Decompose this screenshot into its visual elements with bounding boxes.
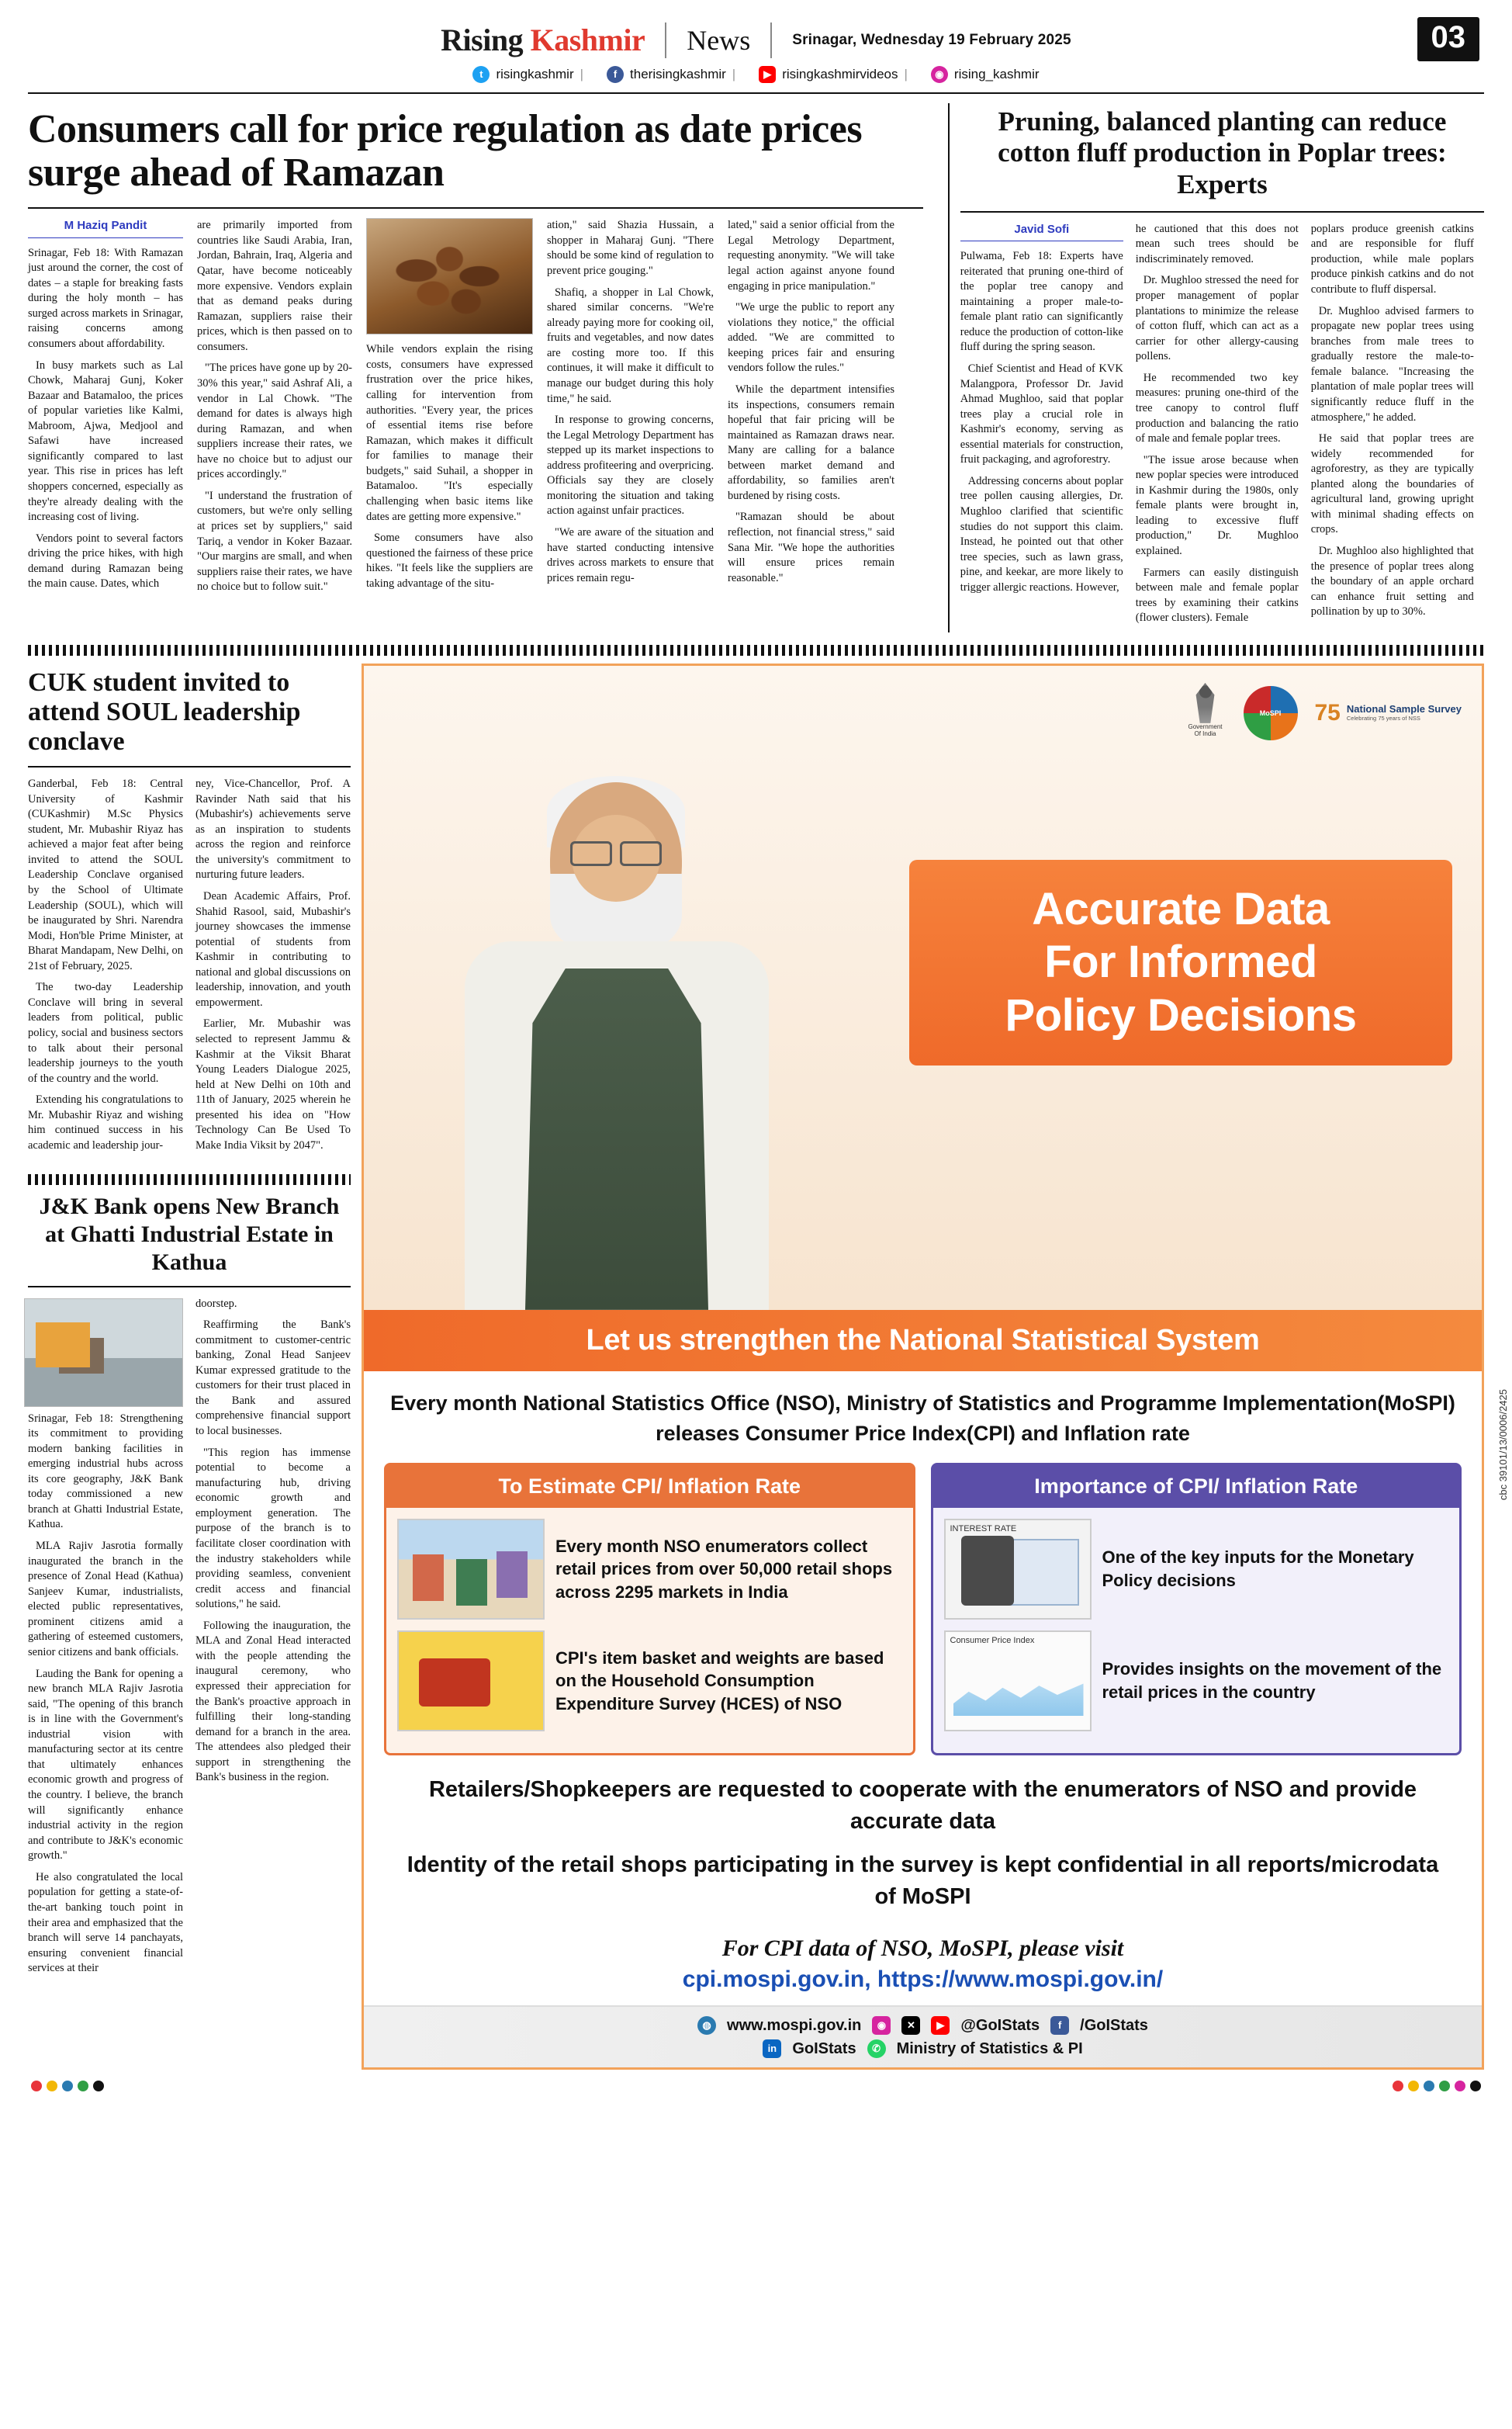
advert-band: Let us strengthen the National Statistical System	[364, 1310, 1482, 1371]
masthead-divider-2	[770, 23, 772, 58]
dot	[78, 2081, 88, 2091]
cuk-headline: CUK student invited to attend SOUL leadership conclave	[28, 667, 301, 756]
mospi-advertisement	[362, 664, 1484, 2070]
twitter-icon: t	[472, 66, 490, 83]
social-separator-2: |	[732, 67, 736, 81]
section-title: News	[687, 24, 751, 56]
main-story	[28, 103, 937, 632]
paragraph: ation," said Shazia Hussain, a shopper in Maharaj Gunj. "There should be some kind of regulation to prevent price gouging."	[547, 219, 714, 277]
facebook-icon-footer: f	[1050, 2016, 1069, 2035]
paragraph: doorstep.	[195, 1297, 237, 1310]
cuk-columns	[28, 777, 351, 1160]
advert-visit-line: For CPI data of NSO, MoSPI, please visit	[721, 1935, 1124, 1962]
social-youtube-handle: risingkashmirvideos	[782, 67, 898, 81]
interest-rate-caption: INTEREST RATE	[950, 1524, 1017, 1534]
whatsapp-icon: ✆	[867, 2039, 886, 2058]
cpi-chart-thumb	[944, 1630, 1092, 1731]
card-right-row-1	[933, 1519, 1460, 1630]
notice-confidential: Identity of the retail shops participating in the survey is kept confidential in all reports/microdata of MoSPI	[407, 1852, 1439, 1909]
advert-cta	[909, 860, 1452, 1066]
instagram-icon-footer: ◉	[872, 2016, 891, 2035]
card-estimate-cpi	[384, 1463, 915, 1755]
card-importance-cpi	[931, 1463, 1462, 1755]
card-right-text-1: One of the key inputs for the Monetary Policy decisions	[1102, 1547, 1414, 1591]
paragraph: The two-day Leadership Conclave will bring in several leaders from political, public policy, social and business sectors to talk about their personal leadership journeys to the youth of the country and the world.	[28, 981, 183, 1085]
paragraph: MLA Rajiv Jasrotia formally inaugurated the branch in the presence of Zonal Head (Kathua) Sanjeev Kumar, industrialists, elected public representatives, prominent citizens amid a gathering of esteemed customers, senior citizens and bank officials.	[28, 1540, 183, 1658]
paragraph: Pulwama, Feb 18: Experts have reiterated that pruning one-third of the poplar tree canopy and maintaining a proper male-to-female plant ratio can significantly reduce the production of cotton-like fluff during the spring season.	[960, 250, 1123, 354]
paragraph: "We urge the public to report any violations they notice," the official added. "We are committed to keeping prices fair and ensuring vendors follow the rules."	[728, 301, 894, 375]
nss-75-logo	[1314, 699, 1462, 726]
social-twitter-handle: risingkashmir	[496, 67, 574, 81]
cpi-chart-caption: Consumer Price Index	[950, 1636, 1035, 1646]
social-facebook[interactable]	[607, 66, 735, 83]
left-dash-rule	[28, 1174, 351, 1185]
advert-linkedin-handle[interactable]: GoIStats	[792, 2039, 856, 2057]
advert-handle-fb[interactable]: /GoIStats	[1080, 2016, 1148, 2034]
main-col-4	[547, 218, 714, 601]
paragraph: Srinagar, Feb 18: With Ramazan just around the corner, the cost of dates – a staple for breaking fasts during the holy month – has surged across markets in Srinagar, raising concerns among consumers about affordability.	[28, 246, 183, 350]
bank-headline: J&K Bank opens New Branch at Ghatti Industrial Estate in Kathua	[39, 1193, 340, 1275]
paragraph: In response to growing concerns, the Legal Metrology Department has stepped up its market inspections to address profiteering and overpricing. Officials say they are closely monitoring the situation and taking action against unfair practices.	[547, 414, 714, 518]
bank-branch-photo	[24, 1298, 183, 1407]
bank-col-2	[195, 1297, 351, 1983]
paragraph: "The prices have gone up by 20-30% this year," said Ashraf Ali, a vendor in Lal Chowk. "The demand for dates is always high during Ramazan, and when suppliers increase their rates, we have no choice but to adjust our prices accordingly."	[197, 362, 352, 481]
dot	[93, 2081, 104, 2091]
paragraph: "We are aware of the situation and have started conducting intensive drives across markets to ensure that prices remain regu-	[547, 526, 714, 584]
pm-vest-shape	[525, 968, 708, 1310]
paragraph: lated," said a senior official from the Legal Metrology Department, requesting anonymity. "We will take legal action against anyone found engaging in price manipulation."	[728, 219, 894, 293]
poplar-columns	[960, 222, 1484, 632]
advert-footer-row-1	[697, 2016, 1148, 2035]
top-section	[0, 94, 1512, 632]
advert-logos	[1185, 683, 1462, 743]
registration-dots	[0, 2070, 1512, 2099]
main-col-1	[28, 218, 183, 601]
paragraph: Dean Academic Affairs, Prof. Shahid Rasool, said, Mubashir's journey showcases the immense potential of students from Kashmir in contributing to national and global discussions on leadership, innovation, and youth empowerment.	[195, 889, 351, 1009]
youtube-icon: ▶	[759, 66, 776, 83]
social-instagram-handle: rising_kashmir	[953, 67, 1040, 81]
notice-retailers: Retailers/Shopkeepers are requested to cooperate with the enumerators of NSO and provide accurate data	[428, 1777, 1417, 1834]
government-label: Government Of India	[1188, 722, 1223, 737]
dateline: Srinagar, Wednesday 19 February 2025	[792, 31, 1071, 48]
poplar-col-3	[1311, 222, 1474, 632]
dates-photo	[366, 218, 533, 334]
prime-minister-photo	[434, 774, 798, 1310]
paragraph: While the department intensifies its inspections, consumers remain hopeful that fair pricing will be maintained as Ramazan draws near. Many are calling for a balance between market demand and affordability, so families aren't burdened by rising costs.	[728, 383, 894, 502]
card-right-text-2: Provides insights on the movement of the retail prices in the country	[1102, 1659, 1442, 1703]
paragraph: Extending his congratulations to Mr. Mubashir Riyaz and wishing him continued success in his academic and leadership jour-	[28, 1093, 183, 1152]
cta-line-2: For Informed	[1044, 937, 1317, 988]
advert-handle-goistats[interactable]: @GoIStats	[960, 2016, 1040, 2034]
paragraph: He recommended two key measures: pruning one-third of the tree canopy to control fluff production and balancing the ratio of male and female poplar trees.	[1135, 371, 1299, 445]
paragraph: Srinagar, Feb 18: Strengthening its commitment to providing modern banking facilities in emerging industrial hubs across its core geography, J&K Bank today commissioned a new branch at Ghatti Industrial Estate, Kathua.	[28, 1412, 183, 1531]
card-left-row-1	[386, 1519, 913, 1630]
social-separator: |	[580, 67, 584, 81]
paragraph: Dr. Mughloo also highlighted that the presence of poplar trees along the boundary of an apple orchard can enhance fruit setting and pollination by up to 30%.	[1310, 545, 1474, 619]
dot	[1424, 2081, 1434, 2091]
paragraph: Following the inauguration, the MLA and Zonal Head interacted with the people attending the inaugural ceremony, who expressed their appreciation for the Bank's proactive approach in fulfilling their long-standing demand for a branch in the area. The attendees also pledged their support in strengthening the Bank's business in the region.	[195, 1619, 351, 1784]
advert-website[interactable]: www.mospi.gov.in	[727, 2016, 862, 2034]
instagram-icon: ◉	[931, 66, 948, 83]
dot	[62, 2081, 73, 2091]
advert-whatsapp-handle[interactable]: Ministry of Statistics & PI	[896, 2039, 1083, 2057]
middle-section	[0, 664, 1512, 2070]
paragraph: Ganderbal, Feb 18: Central University of Kashmir (CUKashmir) M.Sc Physics student, Mr. Mubashir Riyaz has achieved a major feat after being invited to attend the SOUL Leadership Conclave organised by the School of Ultimate Leadership (SOUL), which will be inaugurated by Shri. Narendra Modi, Hon'ble Prime Minister, at Bharat Mandapam, New Delhi, on 21st of February, 2025.	[28, 778, 183, 972]
dot	[1439, 2081, 1450, 2091]
paragraph: Dr. Mughloo advised farmers to propagate new poplar trees using branches from male trees to gradually restore the male-to-female balance. "Increasing the plantation of male poplar trees will significantly reduce fluff in the atmosphere," he added.	[1310, 304, 1474, 424]
social-youtube[interactable]	[759, 66, 908, 83]
poplar-col-2	[1136, 222, 1299, 632]
cuk-col-1	[28, 777, 183, 1160]
card-left-text-2: CPI's item basket and weights are based on the Household Consumption Expenditure Survey (HCES) of NSO	[555, 1648, 884, 1713]
poplar-headline-rule	[960, 211, 1484, 213]
shopping-cart-photo	[397, 1630, 545, 1731]
youtube-icon-footer: ▶	[931, 2016, 950, 2035]
advert-subhead: Every month National Statistics Office (NSO), Ministry of Statistics and Programme Implementation(MoSPI) releases Consumer Price Index(CPI) and Inflation rate	[364, 1371, 1482, 1463]
card-right-title: Importance of CPI/ Inflation Rate	[933, 1465, 1460, 1508]
dot	[1455, 2081, 1465, 2091]
advert-footer	[364, 2005, 1482, 2067]
page-title: Consumers call for price regulation as date prices surge ahead of Ramazan	[28, 107, 863, 196]
dot	[1408, 2081, 1419, 2091]
cuk-rule	[28, 766, 351, 768]
linkedin-icon: in	[763, 2039, 781, 2058]
dot	[1393, 2081, 1403, 2091]
advert-notices	[364, 1769, 1482, 1928]
dot	[47, 2081, 57, 2091]
social-facebook-handle: therisingkashmir	[630, 67, 726, 81]
x-icon-footer: ✕	[901, 2016, 920, 2035]
card-left-row-2	[386, 1630, 913, 1742]
nss-subtitle: Celebrating 75 years of NSS	[1346, 715, 1420, 722]
logo-rising-text: Rising	[441, 23, 531, 57]
advert-visit-link[interactable]: cpi.mospi.gov.in, https://www.mospi.gov.in/	[682, 1966, 1164, 1993]
social-separator-3: |	[904, 67, 908, 81]
paragraph: "This region has immense potential to become a manufacturing hub, driving economic growth and employment generation. The purpose of the branch is to facilitate closer coordination with the industry stakeholders while providing seamless, convenient credit access and financial solutions," he said.	[195, 1446, 351, 1611]
mospi-logo-icon: MoSPI	[1244, 686, 1298, 740]
paragraph: he cautioned that this does not mean such trees should be indiscriminately removed.	[1135, 222, 1299, 265]
paragraph: He also congratulated the local population for getting a state-of-the-art banking touch point in their area and emphasized that the branch will serve 14 panchayats, ensuring convenient financial services at their	[28, 1870, 183, 1975]
advert-container	[362, 664, 1484, 2070]
globe-icon: ◍	[697, 2016, 716, 2035]
cta-line-1: Accurate Data	[1032, 883, 1330, 934]
main-col-5	[728, 218, 894, 601]
paragraph: Addressing concerns about poplar tree pollen causing allergies, Dr. Mughloo clarified that scientific studies do not support this claim. Instead, he pointed out that other tree species, such as lawn grass, pine, and keekar, are more likely to trigger allergic reactions. However,	[960, 474, 1123, 594]
poplar-byline: Javid Sofi	[1014, 222, 1070, 236]
bank-columns	[28, 1297, 351, 1983]
paragraph: "The issue arose because when new poplar species were introduced in Kashmir during the 1980s, only female plants were brought in, leading to excessive fluff production," Dr. Mughloo explained.	[1135, 453, 1299, 557]
paragraph: While vendors explain the rising costs, consumers have expressed frustration over the price hikes, calling for intervention from authorities. "Every year, the prices of essential items rise before Ramazan, which makes it difficult for families to manage their budgets," said Suhail, a shopper in Batamaloo. "It's especially challenging when basic items like dates are getting more expensive."	[366, 343, 533, 523]
paragraph: Chief Scientist and Head of KVK Malangpora, Professor Dr. Javid Ahmad Mughloo, said that poplar trees play a crucial role in Kashmir's economy, serving as essential materials for construction, fruit packaging, and agroforestry.	[960, 362, 1123, 466]
advert-hero	[364, 666, 1482, 1310]
paragraph: He said that poplar trees are widely recommended for agroforestry, as they are typically planted along the boundaries of agricultural land, growing upright with minimal shading effects on crops.	[1310, 432, 1474, 536]
column-divider	[948, 103, 950, 632]
paragraph: Earlier, Mr. Mubashir was selected to represent Jammu & Kashmir at the Viksit Bharat Young Leaders Dialogue 2025, held at New Delhi on 10th and 11th of January, 2025 wherein he presented his idea on "How Technology Can Be Used To Make India Viksit by 2047".	[195, 1017, 351, 1152]
dots-right	[1393, 2081, 1481, 2091]
poplar-story	[960, 103, 1484, 632]
headline-rule	[28, 207, 923, 209]
dots-left	[31, 2081, 104, 2091]
nss-title: National Sample Survey	[1346, 703, 1462, 716]
cbc-code: cbc 39101/13/0006/2425	[1497, 1389, 1509, 1501]
main-col-3	[366, 218, 533, 601]
facebook-icon: f	[607, 66, 624, 83]
advert-cards	[364, 1463, 1482, 1769]
poplar-headline: Pruning, balanced planting can reduce cotton fluff production in Poplar trees: Experts	[998, 106, 1447, 199]
logo-kashmir-text: Kashmir	[530, 23, 645, 57]
paragraph: Farmers can easily distinguish between male and female poplar trees by examining their catkins (flower clusters). Female	[1135, 566, 1299, 625]
masthead	[0, 0, 1512, 63]
section-dash-rule	[28, 645, 1484, 656]
dot	[1470, 2081, 1481, 2091]
advert-footer-row-2	[763, 2039, 1082, 2058]
paragraph: Some consumers have also questioned the fairness of these price hikes. "It feels like the suppliers are taking advantage of the situ-	[366, 532, 533, 590]
paragraph: "Ramazan should be about reflection, not financial stress," said Sana Mir. "We hope the authorities will ensure prices remain reasonable."	[728, 511, 894, 584]
paragraph: poplars produce greenish catkins and are responsible for fluff production, while male poplars produce pinkish catkins and do not contribute to fluff dispersal.	[1310, 222, 1474, 296]
ashoka-emblem-shape	[1192, 683, 1219, 723]
social-bar	[0, 63, 1512, 91]
bank-rule	[28, 1286, 351, 1287]
paragraph: Dr. Mughloo stressed the need for proper management of poplar plantations to minimize the release of cotton fluff, which can act as a carrier for other allergy-causing pollens.	[1135, 274, 1299, 363]
social-twitter[interactable]	[472, 66, 583, 83]
byline: M Haziq Pandit	[64, 219, 147, 233]
cta-line-3: Policy Decisions	[1005, 989, 1357, 1041]
publication-logo	[441, 22, 645, 58]
masthead-divider	[665, 23, 666, 58]
paragraph: "I understand the frustration of customers, but we're only selling at prices set by suppliers," said Tariq, a vendor in Koker Bazaar. "Our margins are small, and when suppliers raise their rates, we have no choice but to follow suit."	[197, 489, 352, 594]
paragraph: Lauding the Bank for opening a new branch MLA Rajiv Jasrotia said, "The opening of this branch is in line with the Government's industrial vision with manufacturing sector at its centre that ultimately enhances economic growth and progress of the country. I believe, the branch will significantly enhance industrial activity in the region and contribute to J&K's economic growth."	[28, 1667, 183, 1862]
paragraph: Shafiq, a shopper in Lal Chowk, shared similar concerns. "We're already paying more for cooking oil, fruits and vegetables, and now dates are costing more too. If this continues, it will make it difficult to manage our budget during this holy time," he said.	[547, 286, 714, 405]
main-col-2	[197, 218, 352, 601]
paragraph: are primarily imported from countries like Saudi Arabia, Iran, Jordan, Bahrain, Iraq, Algeria and Qatar, have become noticeably more expensive. Vendors explain that as demand peaks during Ramazan, suppliers raise their prices, which is then passed on to consumers.	[197, 219, 352, 353]
main-story-columns	[28, 218, 923, 601]
market-photo	[397, 1519, 545, 1620]
card-left-title: To Estimate CPI/ Inflation Rate	[386, 1465, 913, 1508]
paragraph: In busy markets such as Lal Chowk, Maharaj Gunj, Koker Bazaar and Batamaloo, the prices of popular varieties like Kalmi, Mabroom, Ajwa, Medjool and Safawi have increased significantly compared to last year. This rise in prices has left shoppers concerned, especially as they're already dealing with the increasing cost of living.	[28, 359, 183, 524]
dot	[31, 2081, 42, 2091]
paragraph: Reaffirming the Bank's commitment to customer-centric banking, Zonal Head Sanjeev Kumar expressed gratitude to the customers for their trust placed in the Bank and assured comprehensive financial support to local businesses.	[195, 1318, 351, 1438]
paragraph: ney, Vice-Chancellor, Prof. A Ravinder Nath said that his (Mubashir's) achievements serve as an inspiration to students across the region and reinforce the university's commitment to nurturing future leaders.	[195, 778, 351, 882]
left-column-stories	[28, 664, 362, 1983]
india-emblem-icon	[1185, 683, 1227, 743]
glasses-icon	[570, 841, 662, 861]
paragraph: Vendors point to several factors driving the price hikes, with high demand during Ramazan being the main cause. Dates, which	[28, 532, 183, 591]
social-instagram[interactable]	[931, 66, 1040, 83]
poplar-col-1	[960, 222, 1123, 632]
cuk-col-2	[195, 777, 351, 1160]
card-left-text-1: Every month NSO enumerators collect retail prices from over 50,000 retail shops across 2295 markets in India	[555, 1536, 893, 1602]
card-right-row-2	[933, 1630, 1460, 1742]
page-number: 03	[1417, 17, 1480, 61]
interest-rate-photo	[944, 1519, 1092, 1620]
nss-75-number: 75	[1314, 699, 1341, 726]
bank-col-1	[28, 1297, 183, 1983]
byline-rule	[28, 237, 183, 238]
